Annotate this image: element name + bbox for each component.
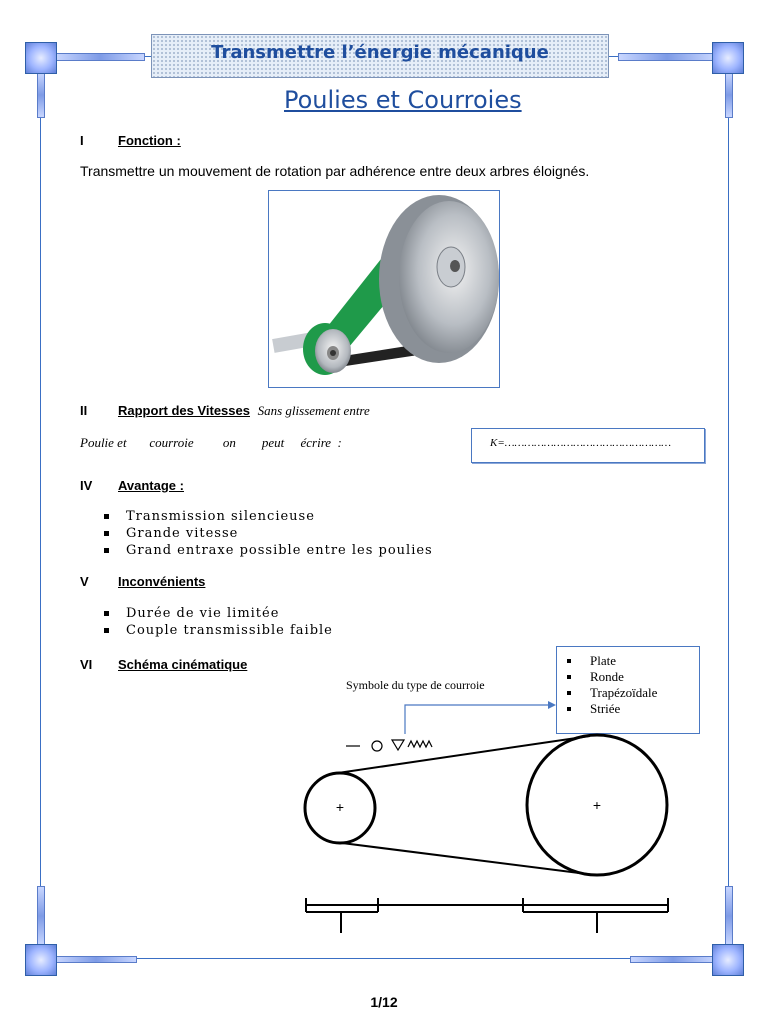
formula-text: K=…………………………………………… [490, 437, 672, 449]
list-item: Plate [557, 653, 657, 669]
section-title: Schéma cinématique [118, 657, 248, 672]
list-item: Striée [557, 701, 657, 717]
rapport-line2: Poulie et courroie on peut écrire : [80, 435, 342, 450]
fonction-text: Transmettre un mouvement de rotation par adhérence entre deux arbres éloignés. [80, 163, 590, 179]
section-title: Rapport des Vitesses [118, 403, 250, 418]
svg-text:+: + [592, 797, 602, 813]
symbol-label: Symbole du type de courroie [346, 678, 485, 692]
page-subtitle: Poulies et Courroies [284, 86, 522, 114]
section-title: Fonction : [118, 133, 181, 148]
section-number: IV [80, 478, 93, 493]
belt-symbols [346, 740, 432, 751]
section-title: Avantage : [118, 478, 184, 493]
list-item: Ronde [557, 669, 657, 685]
header-title: Transmettre l’énergie mécanique [211, 42, 549, 63]
section-number: V [80, 574, 89, 589]
rapport-line1: Sans glissement entre [257, 403, 370, 418]
list-item: Trapézoïdale [557, 685, 657, 701]
section-number: II [80, 403, 88, 418]
page-number: 1/12 [370, 994, 398, 1010]
list-item: Grande vitesse [100, 525, 433, 542]
svg-text:+: + [335, 799, 345, 815]
section-title: Inconvénients [118, 574, 206, 589]
belt-bottom [342, 843, 595, 875]
section-number: I [80, 133, 84, 148]
list-item: Durée de vie limitée [100, 605, 333, 622]
shaft-symbol [306, 898, 668, 933]
list-item: Couple transmissible faible [100, 622, 333, 639]
section-number: VI [80, 657, 93, 672]
list-item: Grand entraxe possible entre les poulies [100, 542, 433, 559]
list-item: Transmission silencieuse [100, 508, 433, 525]
